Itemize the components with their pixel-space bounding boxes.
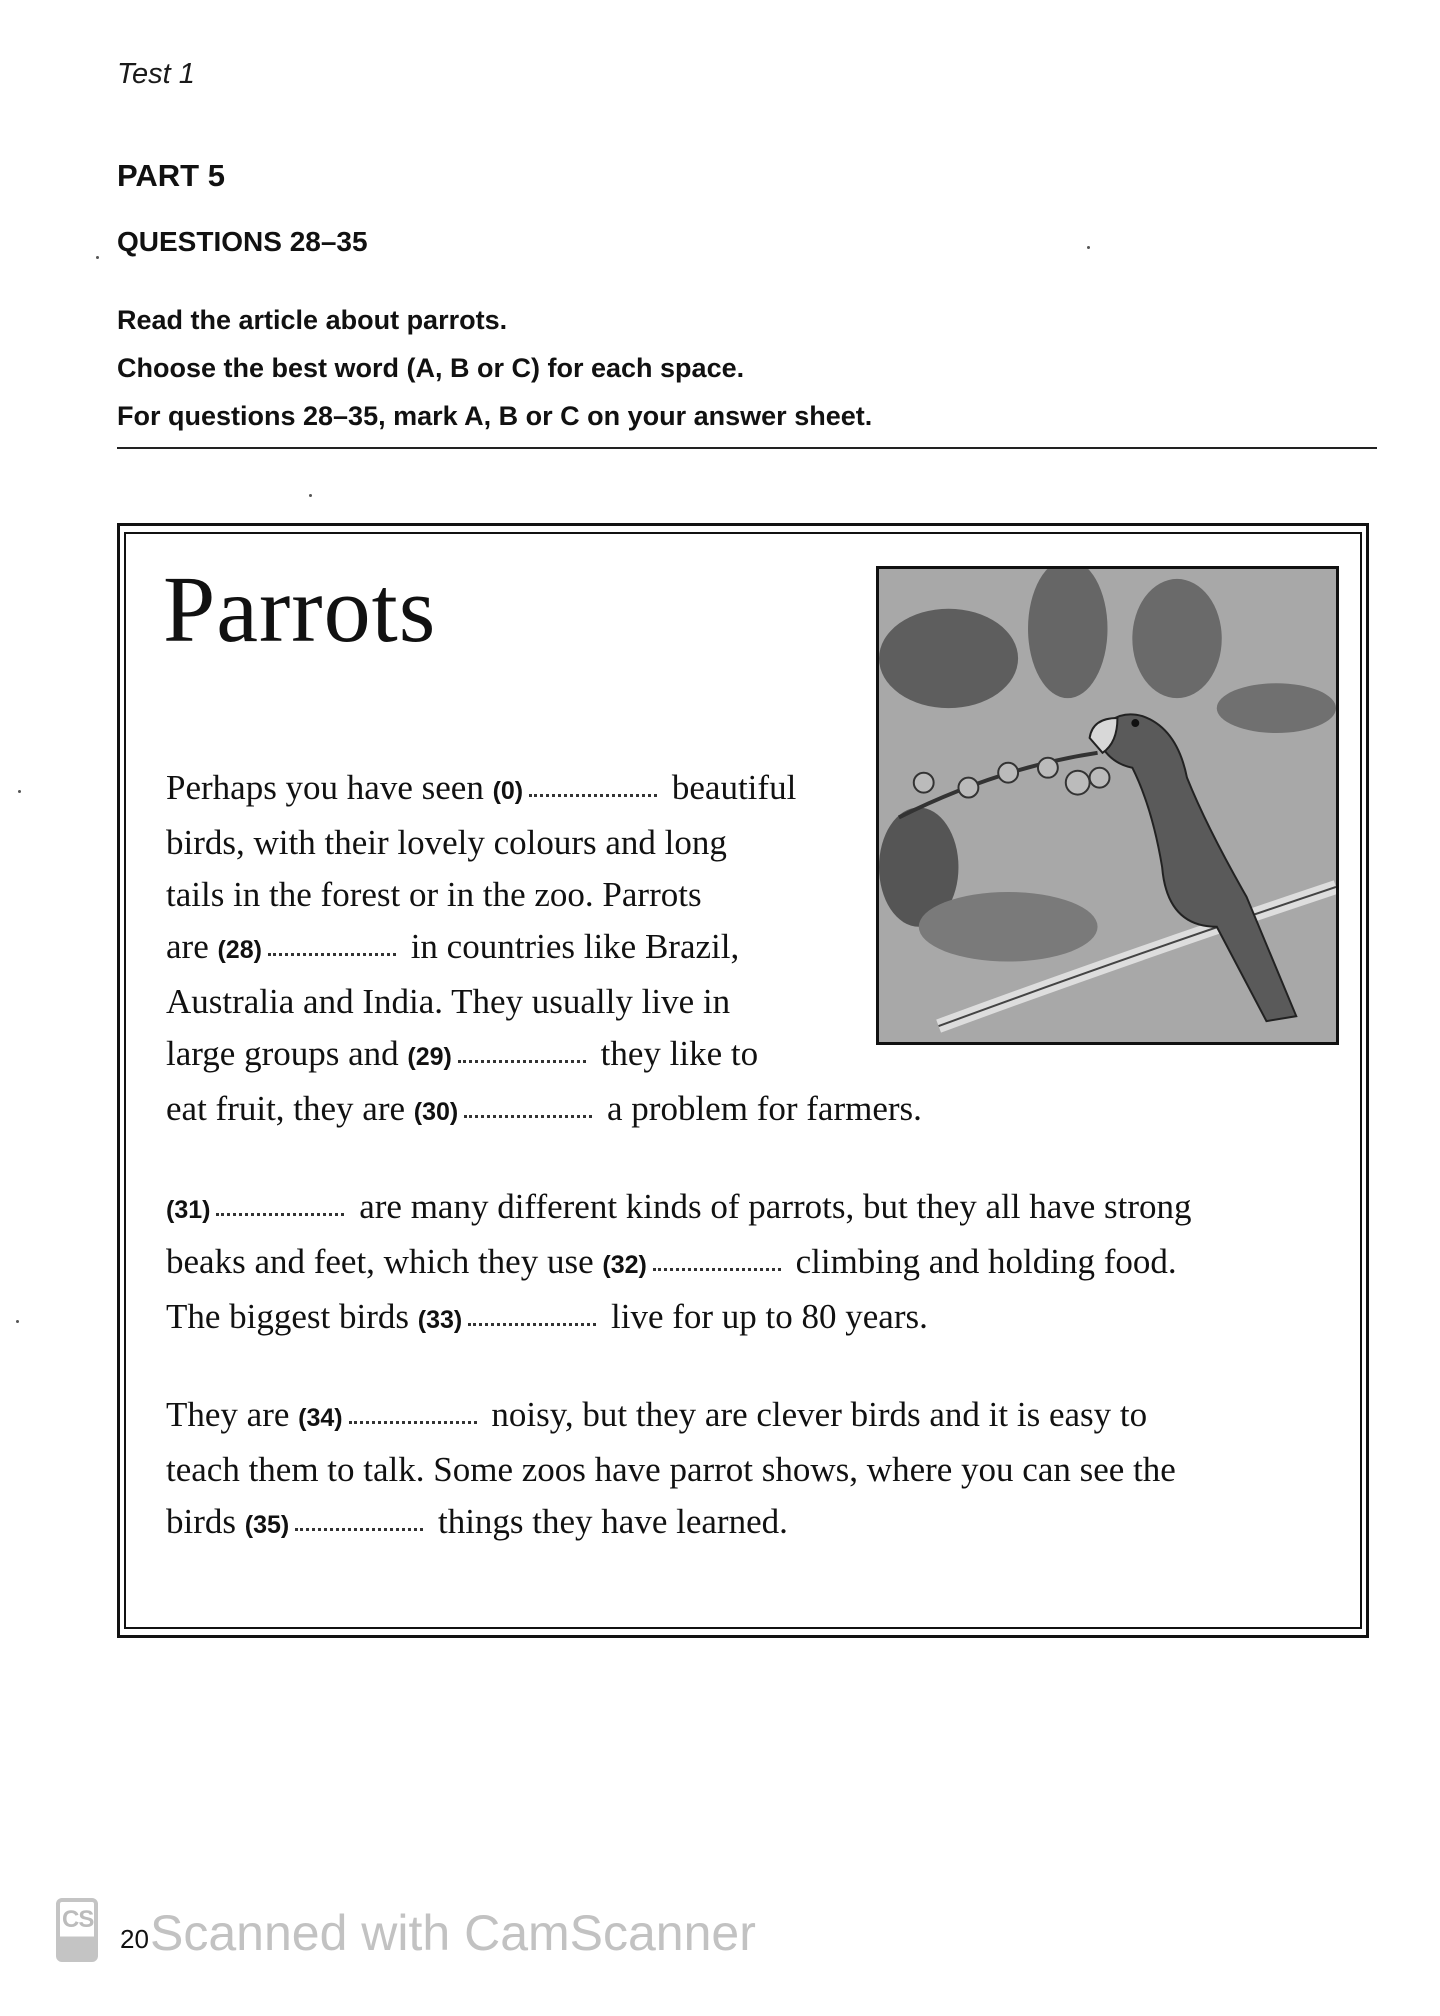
answer-gap [529,790,657,797]
test-label: Test 1 [117,58,195,90]
answer-gap [268,949,396,956]
line-text: live for up to 80 years. [602,1297,928,1336]
article-title: Parrots [163,558,437,662]
article-line [166,1291,1192,1346]
line-text: a problem for farmers. [598,1089,922,1128]
line-text: large groups and [166,1034,408,1073]
article-line: Australia and India. They usually live in [166,982,731,1021]
divider [117,447,1377,449]
scan-speck [16,1320,19,1323]
article-line [166,762,922,817]
article-line [166,1389,1176,1444]
instruction-line: Read the article about parrots. [117,305,508,335]
part-title: PART 5 [117,158,225,193]
article-line [166,1496,1176,1551]
question-number: (30) [413,1098,459,1126]
line-text: they like to [591,1034,759,1073]
line-text: They are [166,1395,299,1434]
question-number: (32) [602,1251,647,1279]
line-text: birds [166,1502,245,1541]
line-text: The biggest birds [166,1297,418,1336]
answer-gap [458,1056,586,1063]
article-paragraph [166,1389,1176,1551]
article-line: tails in the forest or in the zoo. Parrots [166,875,702,914]
camscanner-logo-icon [56,1898,98,1962]
article-line [166,1083,922,1138]
line-text: Perhaps you have seen [166,768,493,807]
answer-gap [349,1417,477,1424]
line-text: beautiful [663,768,797,807]
instruction-line: Choose the best word (A, B or C) for each space. [117,353,745,383]
line-text: noisy, but they are clever birds and it is easy to [482,1395,1148,1434]
article-line [166,1236,1192,1291]
scan-speck [309,494,312,497]
article-line: teach them to talk. Some zoos have parrot shows, where you can see the [166,1450,1176,1489]
article-line [166,1028,922,1083]
answer-gap [468,1319,596,1326]
scan-speck [96,256,99,259]
answer-gap [295,1524,423,1531]
scan-speck [1087,246,1090,249]
line-text: things they have learned. [429,1502,788,1541]
questions-title: QUESTIONS 28–35 [117,226,368,257]
article-line [166,1181,1192,1236]
line-text: beaks and feet, which they use [166,1242,603,1281]
question-number: (29) [407,1043,452,1071]
answer-gap [216,1209,344,1216]
question-number: (31) [166,1196,211,1224]
question-number: (33) [417,1306,463,1334]
line-text: climbing and holding food. [786,1242,1177,1281]
question-number: (34) [298,1404,343,1432]
parrot-photo-icon [879,569,1336,1042]
footer [56,1898,776,1962]
line-text: are many different kinds of parrots, but they all have strong [350,1187,1192,1226]
page-number: 20 [120,1924,149,1954]
answer-gap [653,1264,781,1271]
scanner-watermark: Scanned with CamScanner [150,1905,756,1961]
scan-speck [18,790,21,793]
article-line: birds, with their lovely colours and long [166,823,727,862]
answer-gap [464,1111,592,1118]
instructions [117,296,872,440]
article-paragraph [166,1181,1192,1346]
question-number: (0) [492,777,524,805]
instruction-line: For questions 28–35, mark A, B or C on your answer sheet. [117,401,873,431]
logo-text: CS [62,1906,94,1933]
line-text: in countries like Brazil, [401,927,740,966]
question-number: (28) [217,936,262,964]
line-text: eat fruit, they are [166,1089,414,1128]
article-line [166,921,922,976]
question-number: (35) [244,1511,290,1539]
line-text: are [166,927,218,966]
article-paragraph [166,762,922,1138]
parrot-photo [876,566,1339,1045]
